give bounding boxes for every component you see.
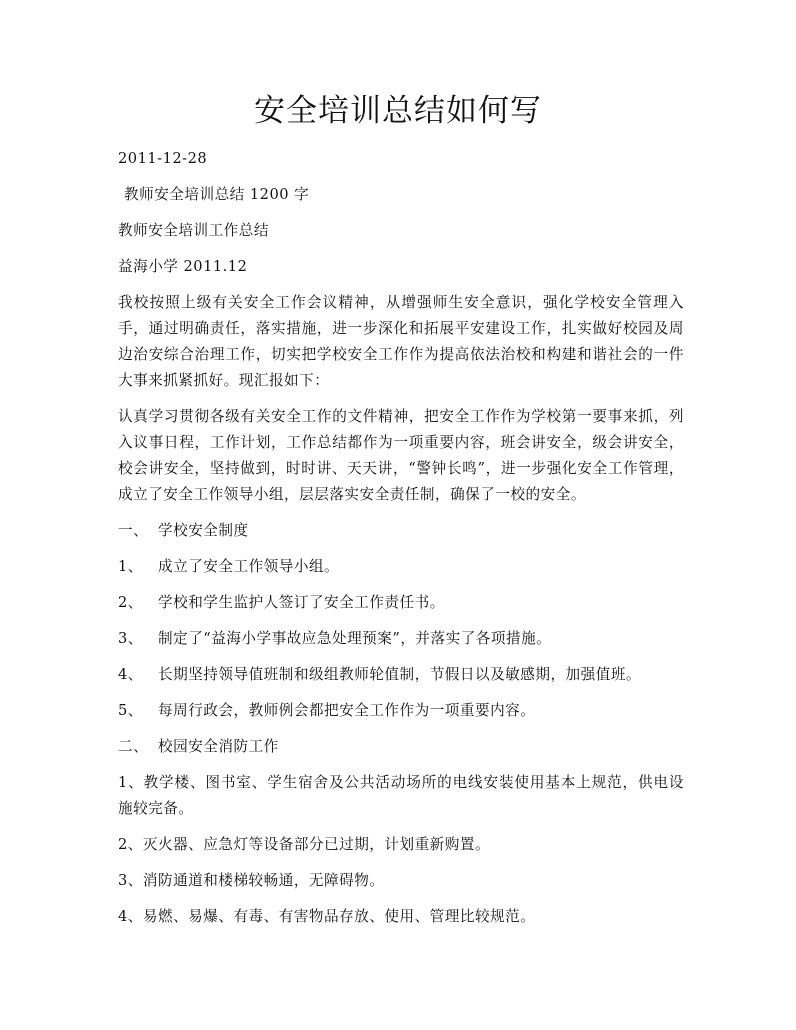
list-item-number: 2、: [118, 594, 143, 611]
list-item-text: 制定了“益海小学事故应急处理预案”，并落实了各项措施。: [158, 630, 552, 647]
list-item: 1、教学楼、图书室、学生宿舍及公共活动场所的电线安装使用基本上规范，供电设施较完备。: [118, 774, 684, 817]
list-item-number: 4、: [118, 666, 143, 683]
list-item: [118, 554, 684, 580]
section-heading-1: [118, 518, 684, 544]
list-item: [118, 590, 684, 616]
section-number: 一、: [118, 522, 149, 539]
section-number: 二、: [118, 738, 149, 755]
body-paragraph: 认真学习贯彻各级有关安全工作的文件精神，把安全工作作为学校第一要事来抓，列入议事日程，工作计划，工作总结都作为一项重要内容，班会讲安全，级会讲安全，校会讲安全，坚持做到，时时讲、天天讲，“警钟长鸣”，进一步强化安全工作管理，成立了安全工作领导小组，层层落实安全责任制，确保了一校的安全。: [118, 408, 684, 503]
section-heading-2: [118, 734, 684, 760]
list-item: [118, 698, 684, 724]
list-item-text: 成立了安全工作领导小组。: [158, 558, 340, 575]
section-label: 校园安全消防工作: [158, 738, 279, 755]
list-item-number: 5、: [118, 702, 143, 719]
list-item-text: 每周行政会，教师例会都把安全工作作为一项重要内容。: [158, 702, 536, 719]
document-title: 安全培训总结如何写: [254, 93, 542, 129]
list-item: 3、消防通道和楼梯较畅通，无障碍物。: [118, 872, 385, 889]
list-item: 4、易燃、易爆、有毒、有害物品存放、使用、管理比较规范。: [118, 908, 536, 925]
section-label: 学校安全制度: [158, 522, 249, 539]
list-item: 2、灭火器、应急灯等设备部分已过期，计划重新购置。: [118, 836, 491, 853]
list-item-text: 长期坚持领导值班制和级组教师轮值制，节假日以及敏感期，加强值班。: [158, 666, 642, 683]
list-item-number: 1、: [118, 558, 143, 575]
list-item-text: 学校和学生监护人签订了安全工作责任书。: [158, 594, 445, 611]
intro-paragraph: 我校按照上级有关安全工作会议精神，从增强师生安全意识，强化学校安全管理入手，通过明确责任，落实措施，进一步深化和拓展平安建设工作，扎实做好校园及周边治安综合治理工作，切实把学校安全工作作为提高依法治校和构建和谐社会的一件大事来抓紧抓好。现汇报如下：: [118, 294, 684, 389]
document-body: [118, 146, 684, 940]
list-item: [118, 662, 684, 688]
list-item: [118, 626, 684, 652]
date-line: 2011-12-28: [118, 150, 208, 167]
subtitle-line: 教师安全培训总结 1200 字: [124, 186, 310, 203]
list-item-number: 3、: [118, 630, 143, 647]
heading-line: 教师安全培训工作总结: [118, 222, 269, 239]
school-line: 益海小学 2011.12: [118, 258, 248, 275]
